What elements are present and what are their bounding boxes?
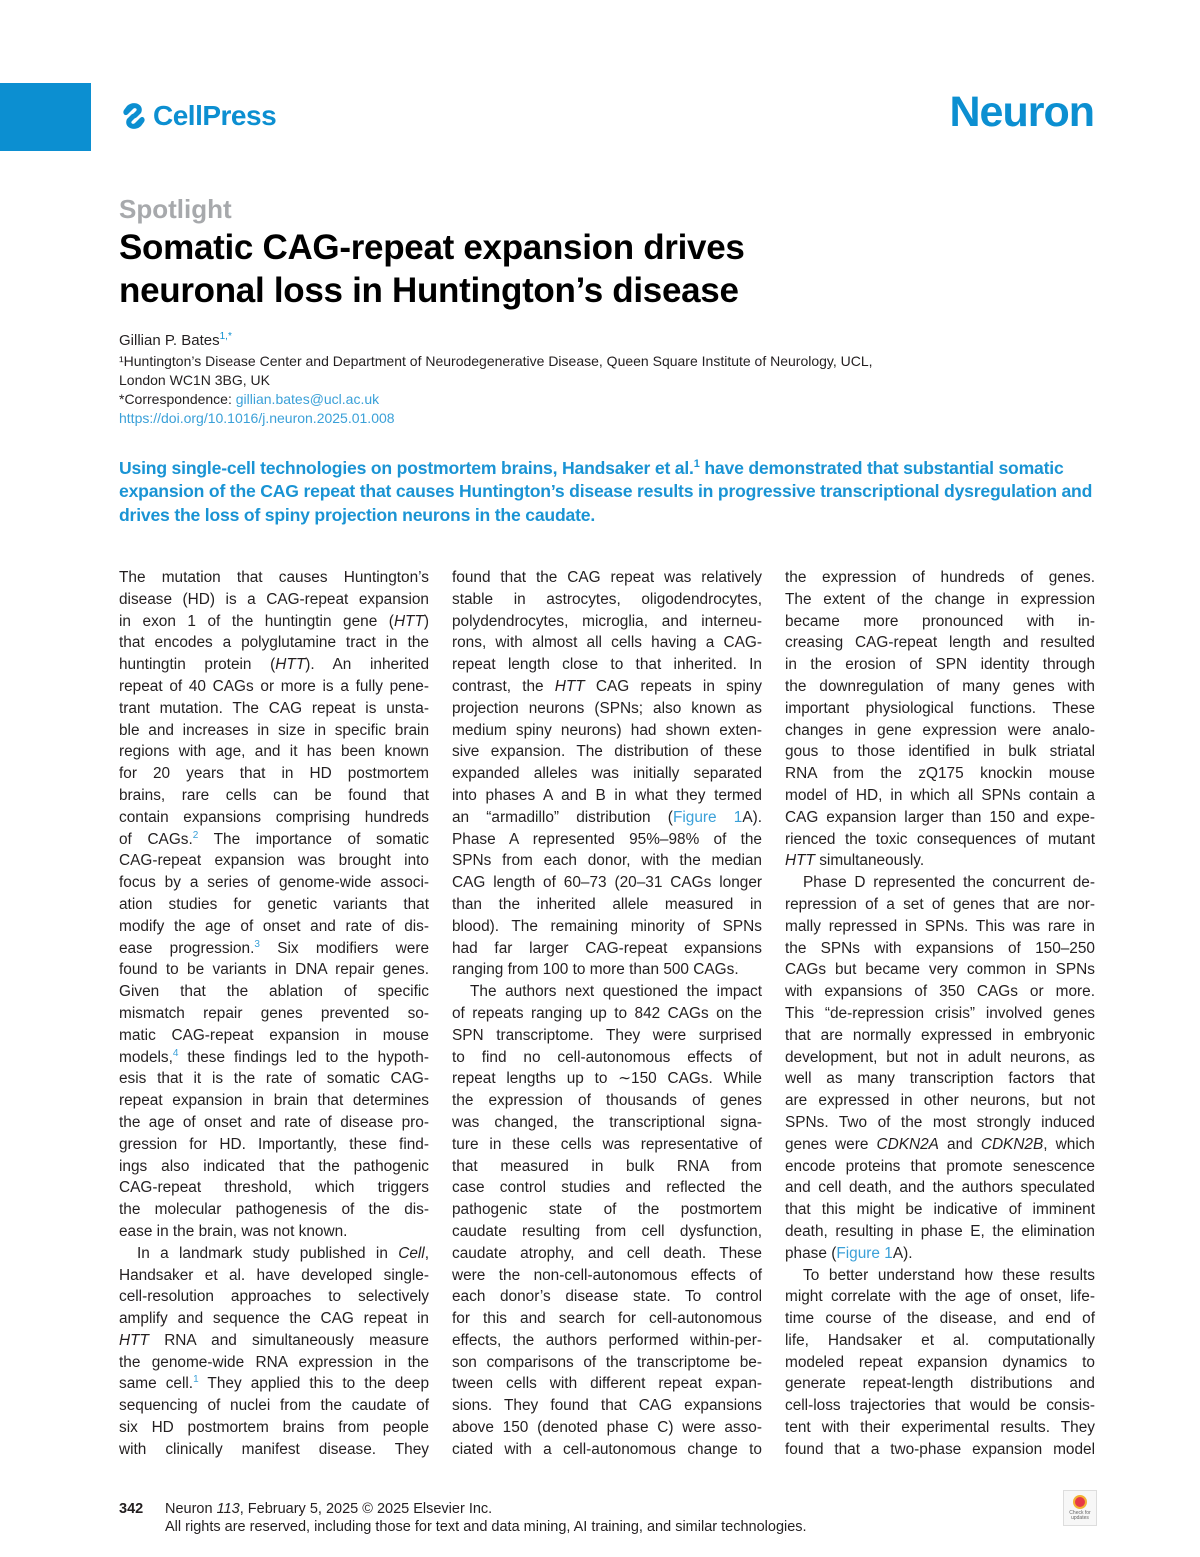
text-line: an “armadillo” distribution (Figure 1A). xyxy=(452,808,762,826)
rights-statement: All rights are reserved, including those for text and data mining, AI training, and similar technologies. xyxy=(165,1519,807,1535)
text-line: with clinically manifest disease. They xyxy=(119,1440,429,1458)
article-title xyxy=(119,226,745,312)
text-line: genes were CDKN2A and CDKN2B, which xyxy=(785,1135,1095,1153)
page-number: 342 xyxy=(119,1501,144,1517)
italic-term: CDKN2A xyxy=(876,1135,939,1153)
text-line: into phases A and B in what they termed xyxy=(452,786,762,804)
affiliation-line: ¹Huntington’s Disease Center and Department of Neurodegenerative Disease, Queen Square Institute of Neurology, UCL, xyxy=(119,353,873,369)
text-line: ings also indicated that the pathogenic xyxy=(119,1157,429,1175)
text-line: esis that it is the rate of somatic CAG- xyxy=(119,1070,429,1088)
journal-name[interactable]: Neuron xyxy=(949,88,1094,136)
text-line: ease in the brain, was not known. xyxy=(119,1222,348,1240)
cellpress-logo[interactable] xyxy=(119,100,276,132)
doi-link[interactable]: https://doi.org/10.1016/j.neuron.2025.01.008 xyxy=(119,410,395,426)
text-line: in the erosion of SPN identity through xyxy=(785,656,1095,674)
correspondence-label: *Correspondence: xyxy=(119,391,236,407)
text-line: that are normally expressed in embryonic xyxy=(785,1026,1095,1044)
text-line: death, resulting in phase E, the elimination xyxy=(785,1222,1095,1240)
text-line: than the inherited allele measured in xyxy=(452,895,762,913)
text-line: the expression of thousands of genes xyxy=(452,1092,762,1110)
text-line: found that a two-phase expansion model xyxy=(785,1440,1095,1458)
check-for-updates-icon xyxy=(1073,1495,1087,1509)
journal-color-tab xyxy=(0,83,91,151)
citation-rest: , February 5, 2025 © 2025 Elsevier Inc. xyxy=(239,1501,493,1517)
text-line: HTT RNA and simultaneously measure xyxy=(119,1331,429,1349)
article-type: Spotlight xyxy=(119,194,232,224)
text-line: son comparisons of the transcriptome be- xyxy=(452,1353,762,1371)
text-line: case control studies and reflected the xyxy=(452,1179,762,1197)
cellpress-logo-icon xyxy=(119,102,149,130)
text-line: repeat expansion in brain that determines xyxy=(119,1092,429,1110)
text-line: gous to those identified in bulk striatal xyxy=(785,743,1095,761)
text-line: the age of onset and rate of disease pro- xyxy=(119,1113,429,1131)
text-line: was changed, the transcriptional signa- xyxy=(452,1113,762,1131)
text-line: life, Handsaker et al. computationally xyxy=(785,1331,1095,1349)
text-line: contain expansions comprising hundreds xyxy=(119,808,429,826)
text-line: sive expansion. The distribution of these xyxy=(452,743,762,761)
italic-term: Cell xyxy=(398,1244,425,1262)
text-line: might correlate with the age of onset, life- xyxy=(785,1288,1095,1306)
text-line: To better understand how these results xyxy=(803,1266,1095,1284)
text-line: The mutation that causes Huntington’s xyxy=(119,569,429,586)
text-line: ture in these cells was representative of xyxy=(452,1135,762,1153)
text-line: focus by a series of genome-wide associ- xyxy=(119,874,429,892)
citation-volume: 113 xyxy=(216,1501,240,1517)
text-line: polydendrocytes, microglia, and interneu- xyxy=(452,612,762,630)
check-for-updates-button[interactable] xyxy=(1063,1490,1097,1526)
text-line: stable in astrocytes, oligodendrocytes, xyxy=(452,590,762,608)
text-line: six HD postmortem brains from people xyxy=(119,1419,429,1437)
body-column-1 xyxy=(119,567,429,1461)
text-line: for this and search for cell-autonomous xyxy=(452,1310,762,1328)
page-footer xyxy=(119,1500,807,1536)
body-column-3 xyxy=(785,567,1095,1461)
figure-link[interactable]: Figure 1 xyxy=(836,1244,893,1262)
text-line: the molecular pathogenesis of the dis- xyxy=(119,1201,429,1219)
abstract-text-1: Using single-cell technologies on postmortem brains, Handsaker et al. xyxy=(119,457,694,478)
text-line: CAG expansion larger than 150 and expe- xyxy=(785,808,1095,826)
author-line xyxy=(119,331,232,349)
text-line: matic CAG-repeat expansion in mouse xyxy=(119,1026,429,1044)
text-line: time course of the disease, and end of xyxy=(785,1310,1095,1328)
text-line: rienced the toxic consequences of mutant xyxy=(785,830,1095,848)
publisher-name: CellPress xyxy=(153,100,277,131)
title-line: neuronal loss in Huntington’s disease xyxy=(119,271,739,310)
text-line: model of HD, in which all SPNs contain a xyxy=(785,786,1095,804)
text-line: had far larger CAG-repeat expansions xyxy=(452,939,762,957)
text-line: each donor’s disease state. To control xyxy=(452,1288,762,1306)
text-line: CAGs but became very common in SPNs xyxy=(785,961,1095,979)
text-line: and cell death, and the authors speculated xyxy=(785,1179,1095,1197)
text-line: became more pronounced with in- xyxy=(785,612,1095,630)
text-line: This “de-repression crisis” involved genes xyxy=(785,1004,1095,1022)
text-line: were the non-cell-autonomous effects of xyxy=(452,1266,762,1284)
text-line: Phase A represented 95%–98% of the xyxy=(452,830,762,848)
text-line: for 20 years that in HD postmortem xyxy=(119,765,429,783)
text-line: projection neurons (SPNs; also known as xyxy=(452,699,762,717)
text-line: repression of a set of genes that are nor- xyxy=(785,895,1095,913)
author-marks[interactable]: 1,* xyxy=(219,331,232,342)
text-line: expanded alleles was initially separated xyxy=(452,765,762,783)
text-line: of CAGs.$^2$ The importance of somatic xyxy=(119,829,429,848)
text-line: the SPNs with expansions of 150–250 xyxy=(785,939,1095,957)
text-line: disease (HD) is a CAG-repeat expansion xyxy=(119,590,429,608)
text-line: models,$^4$ these findings led to the hypoth- xyxy=(119,1047,429,1066)
text-line: repeat of 40 CAGs or more is a fully pene- xyxy=(119,677,429,695)
author-name: Gillian P. Bates xyxy=(119,332,220,349)
text-line: cell-loss trajectories that would be consis- xyxy=(785,1397,1095,1415)
abstract-ref[interactable]: 1 xyxy=(693,458,700,470)
text-line: tween cells with different repeat expan- xyxy=(452,1375,762,1393)
text-line: The extent of the change in expression xyxy=(785,590,1095,608)
text-line: with expansions of 350 CAGs or more. xyxy=(785,983,1095,1001)
text-line: In a landmark study published in Cell, xyxy=(137,1244,429,1262)
text-line: CAG-repeat threshold, which triggers xyxy=(119,1179,429,1197)
text-line: ation studies for genetic variants that xyxy=(119,895,429,913)
italic-term: HTT xyxy=(275,656,306,674)
reference-link[interactable]: 4 xyxy=(172,1047,179,1059)
text-line: contrast, the HTT CAG repeats in spiny xyxy=(452,677,762,695)
citation-journal: Neuron xyxy=(165,1501,217,1517)
text-line: CAG-repeat expansion was brought into xyxy=(119,852,429,870)
text-line: sequencing of nuclei from the caudate of xyxy=(119,1397,429,1415)
text-line: that this might be indicative of imminent xyxy=(785,1201,1095,1219)
reference-link[interactable]: 1 xyxy=(193,1374,199,1386)
text-line: trant mutation. The CAG repeat is unsta- xyxy=(119,699,429,717)
reference-link[interactable]: 3 xyxy=(254,938,260,950)
text-line: ranging from 100 to more than 500 CAGs. xyxy=(452,961,739,979)
text-line: brains, rare cells can be found that xyxy=(119,786,429,804)
text-line: repeat lengths up to ∼150 CAGs. While xyxy=(452,1070,762,1088)
affiliation-line: London WC1N 3BG, UK xyxy=(119,372,270,388)
text-line: ease progression.$^3$ Six modifiers were xyxy=(119,938,429,957)
text-line: found that the CAG repeat was relatively xyxy=(452,569,762,586)
email-link[interactable]: gillian.bates@ucl.ac.uk xyxy=(235,391,380,407)
text-line: cell-resolution approaches to selectively xyxy=(119,1288,429,1306)
text-line: Given that the ablation of specific xyxy=(119,983,429,1001)
text-line: generate repeat-length distributions and xyxy=(785,1375,1095,1393)
italic-term: HTT xyxy=(119,1331,149,1349)
text-line: rons, with almost all cells having a CAG- xyxy=(452,634,762,652)
text-line: The authors next questioned the impact xyxy=(470,983,762,1001)
text-line: that encodes a polyglutamine tract in the xyxy=(119,634,429,652)
abstract-text-2: have demonstrated that substantial somatic expansion of the CAG repeat that causes Huntington’s disease results in progressive transcriptional dysregulation and drives the loss of spiny projection neurons in the caudate. xyxy=(119,457,1093,525)
text-line: are expressed in other neurons, but not xyxy=(785,1092,1095,1110)
affiliation-block xyxy=(119,352,873,428)
text-line: caudate atrophy, and cell death. These xyxy=(452,1244,762,1262)
text-line: modeled repeat expansion dynamics to xyxy=(785,1353,1095,1371)
text-line: development, but not in adult neurons, as xyxy=(785,1048,1095,1066)
text-line: SPNs from each donor, with the median xyxy=(452,852,762,870)
text-line: CAG length of 60–73 (20–31 CAGs longer xyxy=(452,874,762,892)
text-line: the genome-wide RNA expression in the xyxy=(119,1353,429,1371)
text-line: SPNs. Two of the most strongly induced xyxy=(785,1113,1095,1131)
text-line: modify the age of onset and rate of dis- xyxy=(119,917,429,935)
text-line: changes in gene expression were analo- xyxy=(785,721,1095,739)
text-line: to find no cell-autonomous effects of xyxy=(452,1048,762,1066)
text-line: pathogenic state of the postmortem xyxy=(452,1201,762,1219)
text-line: gression for HD. Importantly, these find- xyxy=(119,1135,429,1153)
text-line: blood). The remaining minority of SPNs xyxy=(452,917,762,935)
text-line: that measured in bulk RNA from xyxy=(452,1157,762,1175)
text-line: Handsaker et al. have developed single- xyxy=(119,1266,429,1284)
text-line: ciated with a cell-autonomous change to xyxy=(452,1440,762,1458)
figure-link[interactable]: Figure 1 xyxy=(672,808,743,826)
text-line: ble and increases in size in specific brain xyxy=(119,721,429,739)
text-line: the expression of hundreds of genes. xyxy=(785,569,1095,586)
italic-term: HTT xyxy=(554,677,585,695)
abstract xyxy=(119,453,1099,527)
text-line: in exon 1 of the huntingtin gene (HTT) xyxy=(119,612,429,630)
check-for-updates-label: Check for updates xyxy=(1069,1510,1091,1521)
reference-link[interactable]: 2 xyxy=(192,829,199,841)
text-line: medium spiny neurons) had shown exten- xyxy=(452,721,762,739)
text-line: the downregulation of many genes with xyxy=(785,677,1095,695)
text-line: sions. They found that CAG expansions xyxy=(452,1397,762,1415)
footer-citation-line xyxy=(119,1500,807,1518)
text-line: creasing CAG-repeat length and resulted xyxy=(785,634,1095,652)
italic-term: HTT xyxy=(393,612,424,630)
text-line: mally repressed in SPNs. This was rare in xyxy=(785,917,1095,935)
text-line: HTT simultaneously. xyxy=(785,852,925,870)
text-line: amplify and sequence the CAG repeat in xyxy=(119,1310,429,1328)
text-line: same cell.$^1$ They applied this to the deep xyxy=(119,1374,430,1393)
text-line: RNA from the zQ175 knockin mouse xyxy=(785,765,1095,783)
text-line: huntingtin protein (HTT). An inherited xyxy=(119,656,429,674)
text-line: encode proteins that promote senescence xyxy=(785,1157,1095,1175)
text-line: tent with their experimental results. They xyxy=(785,1419,1095,1437)
italic-term: HTT xyxy=(785,852,815,870)
text-line: SPN transcriptome. They were surprised xyxy=(452,1026,762,1044)
text-line: well as many transcription factors that xyxy=(785,1070,1095,1088)
body-column-2 xyxy=(452,567,762,1461)
text-line: repeat length close to that inherited. In xyxy=(452,656,762,674)
italic-term: CDKN2B xyxy=(980,1135,1044,1153)
text-line: regions with age, and it has been known xyxy=(119,743,429,761)
title-line: Somatic CAG-repeat expansion drives xyxy=(119,228,745,267)
text-line: phase (Figure 1A). xyxy=(785,1244,913,1262)
text-line: caudate resulting from cell dysfunction, xyxy=(452,1222,762,1240)
correspondence-line xyxy=(119,390,873,409)
text-line: found to be variants in DNA repair genes. xyxy=(119,961,429,979)
text-line: of repeats ranging up to 842 CAGs on the xyxy=(452,1004,762,1022)
text-line: Phase D represented the concurrent de- xyxy=(803,874,1095,892)
text-line: important physiological functions. These xyxy=(785,699,1095,717)
text-line: mismatch repair genes prevented so- xyxy=(119,1004,429,1022)
text-line: above 150 (denoted phase C) were asso- xyxy=(452,1419,762,1437)
text-line: effects, the authors performed within-per- xyxy=(452,1331,762,1349)
